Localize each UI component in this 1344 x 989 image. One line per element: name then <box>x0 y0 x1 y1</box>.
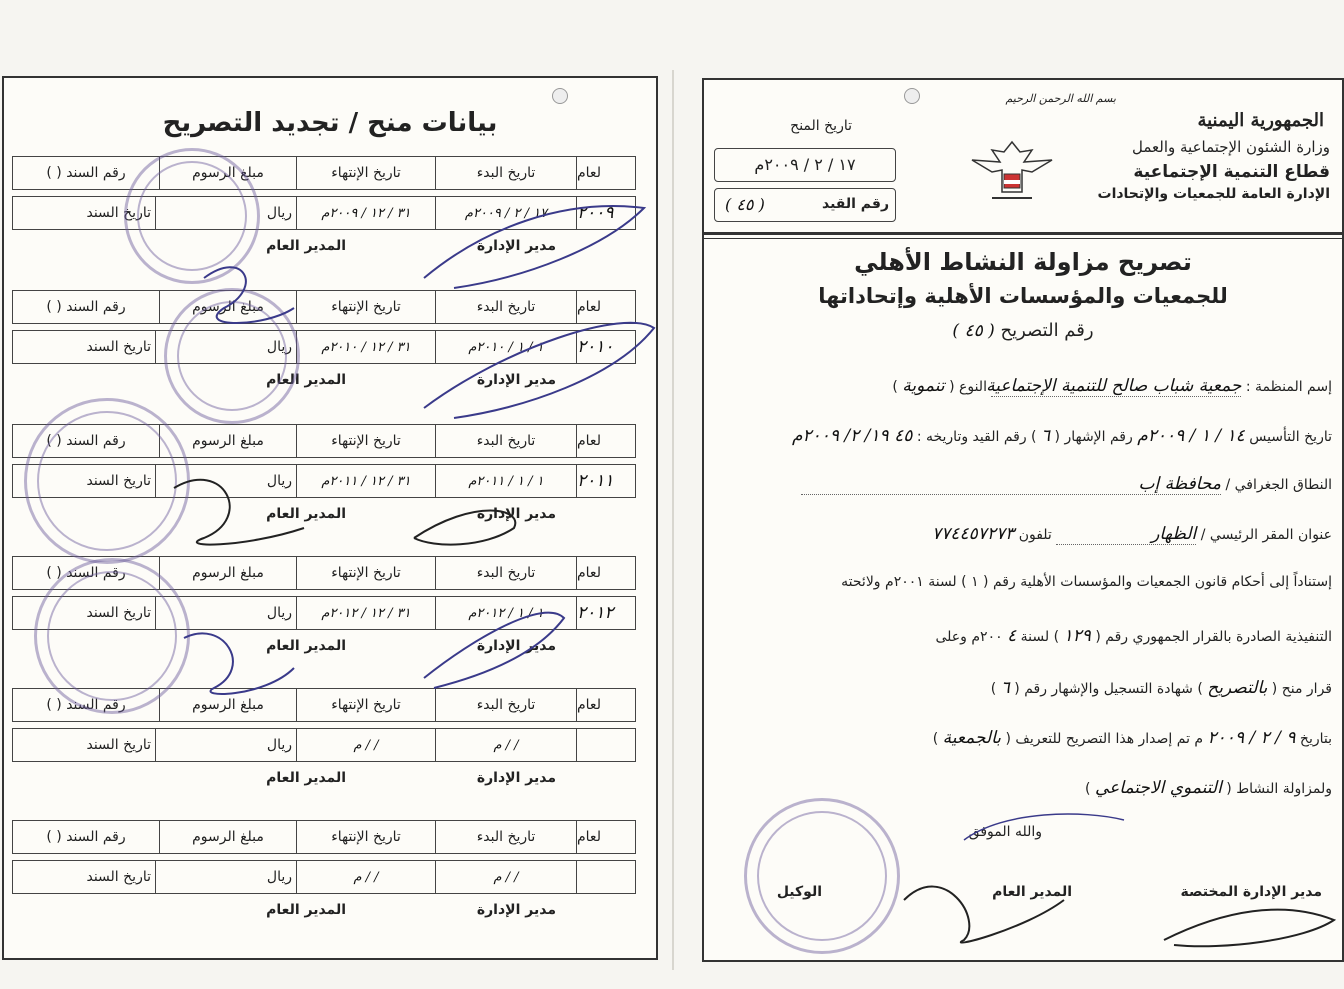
fee-header: مبلغ الرسوم <box>159 291 296 323</box>
year-value: ٢٠١١ <box>576 465 635 497</box>
decree-number: ١٢٩ <box>1063 626 1091 646</box>
left-title: بيانات منح / تجديد التصريح <box>162 108 498 138</box>
currency-label: ريال <box>266 205 292 221</box>
org-value: جمعية شباب صالح للتنمية الإجتماعية <box>986 376 1242 396</box>
year-value: ٢٠١٠ <box>576 331 635 363</box>
republic-name: الجمهورية اليمنية <box>1197 110 1324 131</box>
body-text: ) لسنة <box>1020 629 1060 645</box>
currency-label: ريال <box>266 605 292 621</box>
start-header: تاريخ البدء <box>435 821 576 853</box>
decree-year: ٤ <box>1007 626 1017 646</box>
currency-label: ريال <box>266 737 292 753</box>
doc-no-header: رقم السند ( ) <box>46 299 126 315</box>
body-line-4: بتاريخ ٩ / ٢ / ٢٠٠٩ م تم إصدار هذا التصريح للتعريف ( بالجمعية ) <box>932 728 1332 748</box>
org-line: إسم المنظمة : جمعية شباب صالح للتنمية الإجتماعية النوع ( تنموية ) <box>892 376 1332 396</box>
registration-value: ( ٤٥ ) <box>725 195 765 214</box>
gm-label: المدير العام <box>266 506 346 522</box>
publicity-value: ٦ <box>1040 426 1051 446</box>
body-line-3: قرار منح ( بالتصريح ) شهادة التسجيل والإشهار رقم ( ٦ ) <box>990 678 1332 698</box>
grant-decision: بالتصريح <box>1207 678 1268 698</box>
issue-date: ٩ / ٢ / ٢٠٠٩ <box>1207 728 1296 748</box>
grant-renewal-sheet <box>2 76 658 960</box>
year-header: لعام <box>576 821 635 853</box>
doc-no-header: رقم السند ( ) <box>46 565 126 581</box>
start-header: تاريخ البدء <box>435 291 576 323</box>
activity-permit-sheet <box>702 78 1344 962</box>
body-text: ولمزاولة النشاط ( <box>1226 781 1332 797</box>
grant-date-label: تاريخ المنح <box>790 118 852 134</box>
sector-name: قطاع التنمية الإجتماعية <box>1133 162 1330 182</box>
body-text: م تم إصدار هذا التصريح للتعريف ( <box>1005 731 1204 747</box>
end-header: تاريخ الإنتهاء <box>296 821 435 853</box>
publicity-label: رقم الإشهار ( <box>1054 429 1133 445</box>
permit-number-value: ( ٤٥ ) <box>952 321 995 341</box>
hq-value: الظهار <box>1056 524 1196 545</box>
activity-type: التنموي الاجتماعي <box>1094 778 1222 798</box>
body-line-5: ولمزاولة النشاط ( التنموي الاجتماعي ) <box>1085 778 1332 798</box>
body-text: التنفيذية الصادرة بالقرار الجمهوري رقم ( <box>1095 629 1332 645</box>
fee-header: مبلغ الرسوم <box>159 557 296 589</box>
dir-label: مدير الإدارة <box>476 372 556 388</box>
end-value: ٣١ / ١٢ / ٢٠١١م <box>296 465 435 497</box>
start-value: ١ / ١ / ٢٠١٠م <box>435 331 576 363</box>
start-value: ١٧ / ٢ / ٢٠٠٩م <box>435 197 576 229</box>
gm-label: المدير العام <box>266 372 346 388</box>
year-header: لعام <box>576 557 635 589</box>
sig-label-director: مدير الإدارة المختصة <box>1180 884 1322 900</box>
grant-date-value: ١٧ / ٢ / ٢٠٠٩م <box>714 148 896 182</box>
geo-label: النطاق الجغرافي / <box>1225 477 1332 493</box>
permit-subtitle: للجمعيات والمؤسسات الأهلية وإتحاداتها <box>818 284 1228 308</box>
end-value: ٣١ / ١٢ / ٢٠١٠م <box>296 331 435 363</box>
handwritten-signatures <box>704 80 1342 960</box>
doc-no-header: رقم السند ( ) <box>46 829 126 845</box>
year-header: لعام <box>576 291 635 323</box>
type-value: تنموية <box>902 376 945 396</box>
doc-date-value: تاريخ السند <box>86 869 151 885</box>
start-header: تاريخ البدء <box>435 425 576 457</box>
org-label: إسم المنظمة : <box>1245 379 1332 395</box>
body-line-1: إستناداً إلى أحكام قانون الجمعيات والمؤسسات الأهلية رقم ( ١ ) لسنة ٢٠٠١م ولائحته <box>841 574 1332 590</box>
currency-label: ريال <box>266 339 292 355</box>
start-value: ١ / ١ / ٢٠١١م <box>435 465 576 497</box>
geo-value: محافظة إب <box>801 474 1221 495</box>
doc-no-header: رقم السند ( ) <box>46 433 126 449</box>
year-header: لعام <box>576 157 635 189</box>
end-header: تاريخ الإنتهاء <box>296 157 435 189</box>
doc-date-value: تاريخ السند <box>86 473 151 489</box>
founding-value: ١٤ / ١ / ٢٠٠٩م <box>1137 426 1245 446</box>
body-text: ) شهادة التسجيل والإشهار رقم ( <box>1014 681 1203 697</box>
fold-line <box>672 70 674 970</box>
start-header: تاريخ البدء <box>435 157 576 189</box>
closing-text: والله الموفق <box>968 824 1042 840</box>
currency-label: ريال <box>266 473 292 489</box>
fee-header: مبلغ الرسوم <box>159 821 296 853</box>
dir-label: مدير الإدارة <box>476 638 556 654</box>
handwritten-signatures <box>4 78 656 958</box>
hq-label: عنوان المقر الرئيسي / <box>1200 527 1332 543</box>
bismillah: بسم الله الرحمن الرحيم <box>1005 92 1116 105</box>
doc-date-value: تاريخ السند <box>86 205 151 221</box>
permit-title: تصريح مزاولة النشاط الأهلي <box>854 248 1192 276</box>
gm-label: المدير العام <box>266 770 346 786</box>
dir-label: مدير الإدارة <box>476 506 556 522</box>
start-value: ١ / ١ / ٢٠١٢م <box>435 597 576 629</box>
end-value: / / م <box>296 861 435 893</box>
dir-label: مدير الإدارة <box>476 902 556 918</box>
end-header: تاريخ الإنتهاء <box>296 557 435 589</box>
doc-date-value: تاريخ السند <box>86 737 151 753</box>
start-value: / / م <box>435 729 576 761</box>
year-value: ٢٠١٢ <box>576 597 635 629</box>
permit-number-label: رقم التصريح <box>1000 320 1094 341</box>
sig-label-deputy: الوكيل <box>776 884 822 900</box>
type-label: النوع ( <box>949 379 987 395</box>
registration-label: رقم القيد <box>821 196 889 212</box>
year-value: ٢٠٠٩ <box>576 197 635 229</box>
currency-label: ريال <box>266 869 292 885</box>
body-text: ٢٠٠م وعلى <box>935 629 1003 645</box>
end-header: تاريخ الإنتهاء <box>296 291 435 323</box>
year-header: لعام <box>576 425 635 457</box>
founding-label: تاريخ التأسيس <box>1249 429 1332 445</box>
reg-date-label: ) رقم القيد وتاريخه : <box>916 429 1037 445</box>
doc-no-header: رقم السند ( ) <box>46 165 126 181</box>
end-value: ٣١ / ١٢ / ٢٠١٢م <box>296 597 435 629</box>
ministry-name: وزارة الشئون الإجتماعية والعمل <box>1131 138 1330 156</box>
phone-label: تلفون <box>1018 527 1052 543</box>
gm-label: المدير العام <box>266 638 346 654</box>
sig-label-gm: المدير العام <box>992 884 1072 900</box>
year-header: لعام <box>576 689 635 721</box>
doc-date-value: تاريخ السند <box>86 605 151 621</box>
dir-label: مدير الإدارة <box>476 238 556 254</box>
body-text: قرار منح ( <box>1271 681 1332 697</box>
body-text: بتاريخ <box>1299 731 1332 747</box>
end-header: تاريخ الإنتهاء <box>296 689 435 721</box>
start-header: تاريخ البدء <box>435 557 576 589</box>
phone-value: ٧٧٤٤٥٧٢٧٣ <box>932 524 1015 544</box>
certificate-number: ٦ <box>1000 678 1010 698</box>
doc-date-value: تاريخ السند <box>86 339 151 355</box>
doc-no-header: رقم السند ( ) <box>46 697 126 713</box>
fee-header: مبلغ الرسوم <box>159 689 296 721</box>
identification-target: بالجمعية <box>942 728 1002 748</box>
start-value: / / م <box>435 861 576 893</box>
directorate-name: الإدارة العامة للجمعيات والإتحادات <box>1097 186 1330 202</box>
fee-header: مبلغ الرسوم <box>159 425 296 457</box>
gm-label: المدير العام <box>266 902 346 918</box>
fee-header: مبلغ الرسوم <box>159 157 296 189</box>
dir-label: مدير الإدارة <box>476 770 556 786</box>
gm-label: المدير العام <box>266 238 346 254</box>
start-header: تاريخ البدء <box>435 689 576 721</box>
end-value: ٣١ / ١٢ / ٢٠٠٩م <box>296 197 435 229</box>
end-header: تاريخ الإنتهاء <box>296 425 435 457</box>
reg-date-value: ٤٥ ١٩/ ٢/ ٢٠٠٩م <box>791 426 913 446</box>
end-value: / / م <box>296 729 435 761</box>
